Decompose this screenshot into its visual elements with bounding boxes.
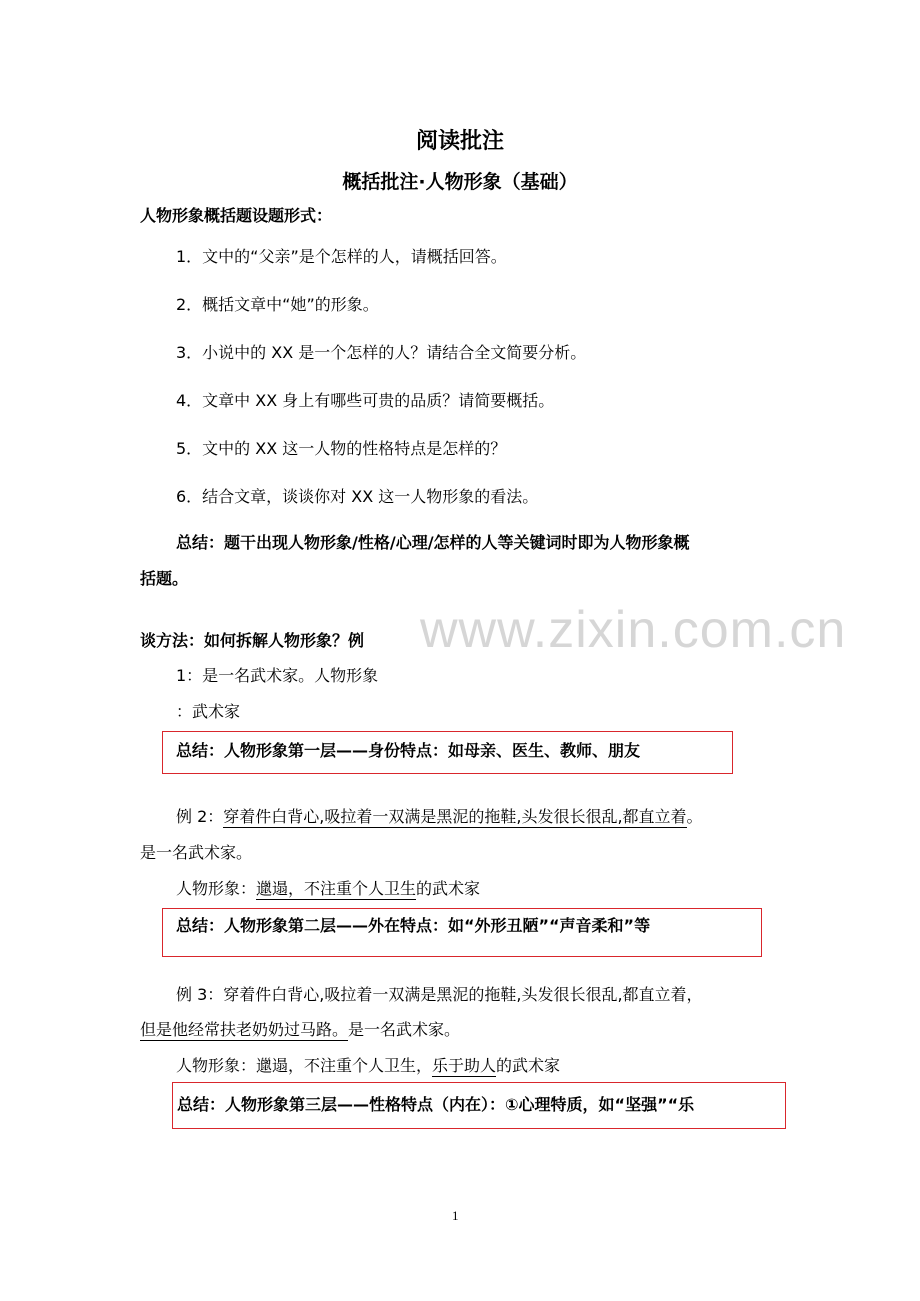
example-2-suffix: 。 (686, 807, 703, 826)
question-item: 3．小说中的 XX 是一个怎样的人？请结合全文简要分析。 (176, 343, 587, 362)
summary-box-level-1 (162, 731, 733, 774)
example-3-suffix: 是一名武术家。 (348, 1020, 461, 1039)
summary-box-level-2 (162, 908, 762, 957)
section-heading-question-forms: 人物形象概括题设题形式： (140, 206, 333, 225)
example-2-text (176, 806, 703, 828)
question-item: 1．文中的“父亲”是个怎样的人，请概括回答。 (176, 247, 507, 266)
example-3-image (176, 1055, 560, 1077)
question-item: 5．文中的 XX 这一人物的性格特点是怎样的？ (176, 439, 507, 458)
question-item: 4．文章中 XX 身上有哪些可贵的品质？请简要概括。 (176, 391, 555, 410)
example-3-text-cont (140, 1019, 460, 1041)
example-1-image: ：武术家 (176, 702, 241, 721)
question-item: 6．结合文章，谈谈你对 XX 这一人物形象的看法。 (176, 487, 539, 506)
example-3-image-suffix: 的武术家 (496, 1056, 561, 1075)
example-2-image-prefix: 人物形象： (176, 879, 257, 898)
summary-box-level-3-text: 总结：人物形象第三层——性格特点（内在）：①心理特质，如“坚强”“乐 (177, 1095, 695, 1114)
page-title: 阅读批注 (415, 129, 504, 154)
summary-question-type: 总结：题干出现人物形象/性格/心理/怎样的人等关键词时即为人物形象概 (176, 533, 690, 552)
summary-box-level-2-text: 总结：人物形象第二层——外在特点：如“外形丑陋”“声音柔和”等 (176, 916, 651, 935)
example-1-text: 1：是一名武术家。人物形象 (176, 666, 379, 685)
example-2-prefix: 例 2： (176, 807, 224, 826)
question-item: 2．概括文章中“她”的形象。 (176, 295, 379, 314)
example-2-image (176, 878, 480, 900)
page-subtitle: 概括批注·人物形象（基础） (342, 171, 578, 193)
page-number: 1 (452, 1208, 459, 1223)
summary-question-type-cont: 括题。 (140, 569, 189, 588)
example-2-image-underlined: 邋遢，不注重个人卫生 (256, 879, 417, 898)
example-3-underlined: 但是他经常扶老奶奶过马路。 (140, 1020, 349, 1039)
example-3-image-underlined: 乐于助人 (432, 1056, 497, 1075)
section-heading-method: 谈方法：如何拆解人物形象？例 (140, 631, 365, 650)
example-2-image-suffix: 的武术家 (416, 879, 481, 898)
summary-box-level-1-text: 总结：人物形象第一层——身份特点：如母亲、医生、教师、朋友 (176, 741, 641, 760)
example-3-text: 例 3：穿着件白背心,吸拉着一双满是黑泥的拖鞋,头发很长很乱,都直立着， (176, 985, 703, 1004)
summary-box-level-3 (172, 1082, 786, 1129)
example-3-image-prefix: 人物形象：邋遢，不注重个人卫生， (176, 1056, 433, 1075)
watermark: www.zixin.com.cn (420, 601, 847, 659)
example-2-underlined: 穿着件白背心,吸拉着一双满是黑泥的拖鞋,头发很长很乱,都直立着 (223, 807, 687, 826)
example-2-text-cont: 是一名武术家。 (140, 843, 253, 862)
